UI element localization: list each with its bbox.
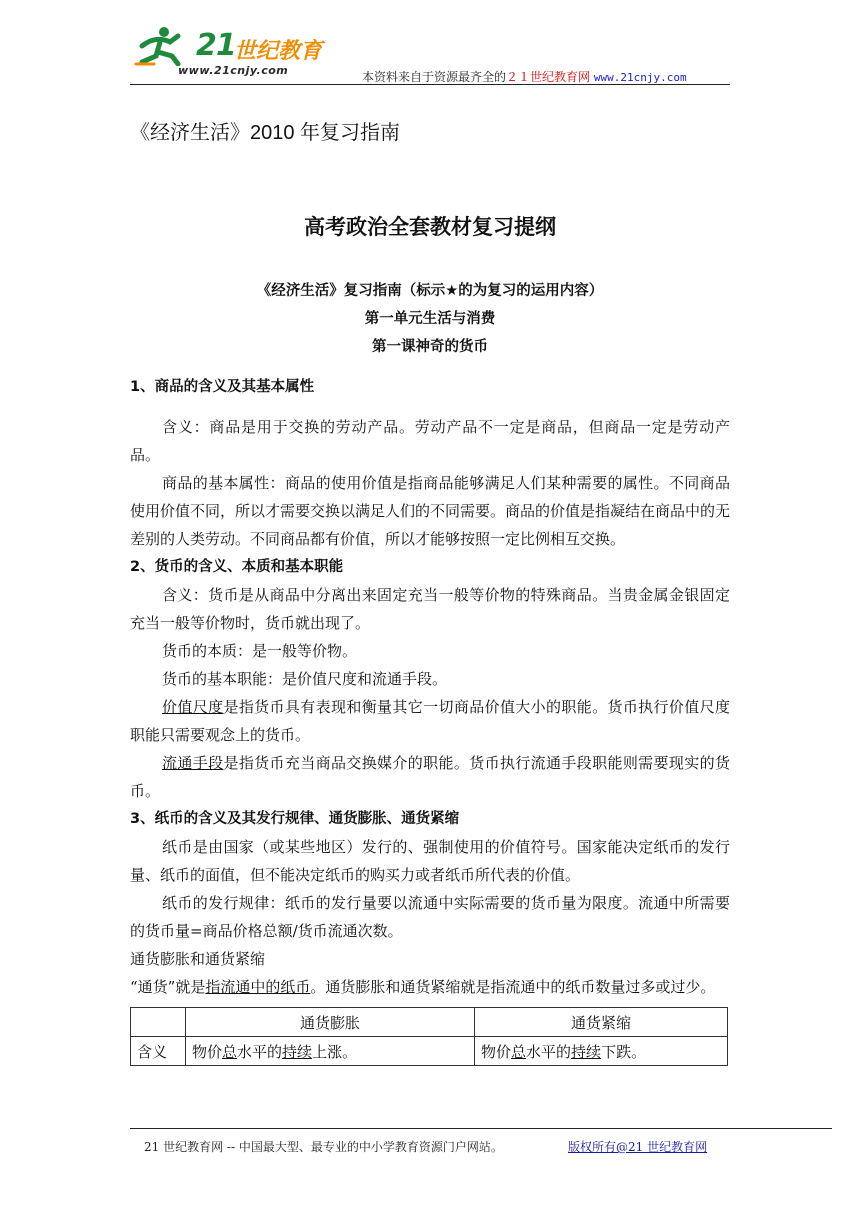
site-logo[interactable] [134, 22, 334, 82]
cell-text: 水平的 [526, 1042, 572, 1061]
paragraph-paper-money: 纸币是由国家（或某些地区）发行的、强制使用的价值符号。国家能决定纸币的发行量、纸币的面值，但不能决定纸币的购买力或者纸币所代表的价值。 [130, 838, 730, 884]
medium-of-circulation-text: 是指货币充当商品交换媒介的职能。货币执行流通手段职能则需要现实的货币。 [130, 754, 730, 800]
currency-text-a: “通货”就是 [130, 978, 206, 996]
table-header-row [131, 1008, 728, 1037]
header-note-prefix: 本资料来自于资源最齐全的 [362, 70, 507, 84]
term-measure-of-value: 价值尺度 [162, 698, 224, 716]
cell-underlined: 持续 [571, 1042, 602, 1061]
page-header [130, 22, 730, 84]
header-divider [130, 84, 730, 85]
paragraph-medium-of-circulation [130, 749, 730, 805]
subtitle-unit: 第一单元生活与消费 [364, 311, 496, 327]
logo-number: 21 [196, 28, 236, 63]
footer-copyright-link[interactable]: 版权所有@21 世纪教育网 [568, 1140, 708, 1154]
footer-divider [130, 1128, 832, 1129]
term-currency: 指流通中的纸币 [205, 978, 311, 996]
paragraph-money-functions: 货币的基本职能：是价值尺度和流通手段。 [162, 670, 448, 688]
runner-icon [134, 26, 196, 66]
footer-text: 21 世纪教育网 -- 中国最大型、最专业的中小学教育资源门户网站。 [144, 1140, 503, 1154]
cell-text: 物价 [481, 1042, 512, 1061]
cell-underlined: 总 [222, 1042, 238, 1061]
header-note-brand[interactable]: ２１世纪教育网 [506, 70, 591, 84]
cell-text: 水平的 [237, 1042, 283, 1061]
paragraph-currency-definition [130, 973, 730, 1001]
measure-of-value-text: 是指货币具有表现和衡量其它一切商品价值大小的职能。货币执行价值尺度职能只需要观念上的货币。 [130, 698, 730, 744]
table-cell-deflation [475, 1037, 728, 1066]
subtitle-lesson: 第一课神奇的货币 [372, 339, 488, 355]
header-note [362, 68, 687, 85]
line-inflation-deflation: 通货膨胀和通货紧缩 [130, 950, 266, 968]
cell-underlined: 持续 [282, 1042, 313, 1061]
section-heading-2: 2、货币的含义、本质和基本职能 [130, 559, 344, 575]
main-title: 高考政治全套教材复习提纲 [304, 215, 556, 239]
paragraph-commodity-definition: 含义：商品是用于交换的劳动产品。劳动产品不一定是商品，但商品一定是劳动产品。 [130, 418, 730, 464]
table-cell-inflation [186, 1037, 475, 1066]
logo-name: 世纪教育 [234, 39, 323, 64]
term-medium-of-circulation: 流通手段 [162, 754, 224, 772]
cell-text: 上涨。 [312, 1042, 358, 1061]
document-title: 《经济生活》2010 年复习指南 [130, 122, 401, 144]
paragraph-money-essence: 货币的本质：是一般等价物。 [162, 642, 358, 660]
cell-text: 下跌。 [601, 1042, 647, 1061]
paragraph-money-definition: 含义：货币是从商品中分离出来固定充当一般等价物的特殊商品。当贵金属金银固定充当一般等价物时，货币就出现了。 [130, 586, 730, 632]
currency-text-b: 。通货膨胀和通货紧缩就是指流通中的纸币数量过多或过少。 [310, 978, 716, 996]
cell-text: 物价 [192, 1042, 223, 1061]
comparison-table [130, 1007, 728, 1066]
section-heading-3: 3、纸币的含义及其发行规律、通货膨胀、通货紧缩 [130, 811, 460, 827]
table-row-label: 含义 [131, 1037, 186, 1066]
document-body [130, 104, 730, 1066]
table-header-inflation: 通货膨胀 [186, 1008, 475, 1037]
cell-underlined: 总 [511, 1042, 527, 1061]
logo-url: www.21cnjy.com [178, 64, 289, 77]
paragraph-commodity-attributes: 商品的基本属性：商品的使用价值是指商品能够满足人们某种需要的属性。不同商品使用价值不同，所以才需要交换以满足人们的不同需要。商品的价值是指凝结在商品中的无差别的人类劳动。不同商品都有价值，所以才能够按照一定比例相互交换。 [130, 474, 731, 548]
header-note-url[interactable]: www.21cnjy.com [593, 71, 687, 84]
table-header-empty [131, 1008, 186, 1037]
table-row [131, 1037, 728, 1066]
subtitle-guide: 《经济生活》复习指南（标示★的为复习的运用内容） [256, 283, 604, 299]
section-heading-1: 1、商品的含义及其基本属性 [130, 379, 315, 395]
paragraph-measure-of-value [130, 693, 730, 749]
table-header-deflation: 通货紧缩 [475, 1008, 728, 1037]
paragraph-issuance-law: 纸币的发行规律：纸币的发行量要以流通中实际需要的货币量为限度。流通中所需要的货币量=商品价格总额/货币流通次数。 [130, 894, 730, 940]
